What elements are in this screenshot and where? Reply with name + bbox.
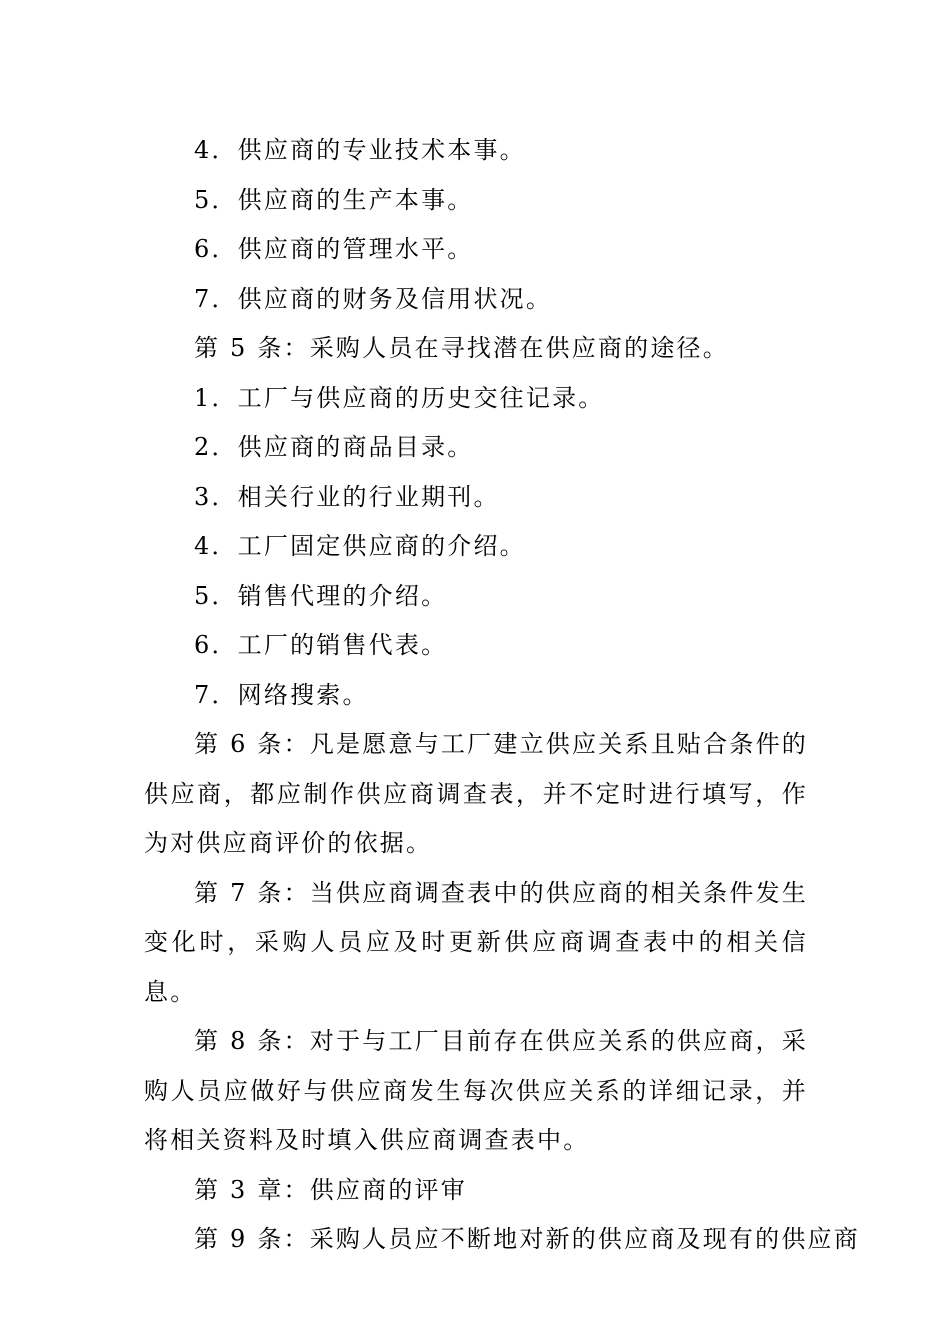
list-item: 5．供应商的生产本事。 [194,185,474,214]
list-item: 7．网络搜索。 [194,680,369,709]
chapter-heading: 第 3 章：供应商的评审 [194,1175,467,1204]
list-item: 6．供应商的管理水平。 [194,235,474,263]
list-item: 2．供应商的商品目录。 [194,433,474,461]
article-paragraph: 第 6 条：凡是愿意与工厂建立供应关系且贴合条件的供应商，都应制作供应商调查表，并不定时进行填写，作为对供应商评价的依据。 [144,730,808,857]
list-item: 1．工厂与供应商的历史交往记录。 [194,383,605,412]
article-paragraph: 第 7 条：当供应商调查表中的供应商的相关条件发生变化时，采购人员应及时更新供应商调查表中的相关信息。 [144,878,808,1006]
list-item: 5．销售代理的介绍。 [194,581,448,610]
list-item: 4．工厂固定供应商的介绍。 [194,532,526,560]
document-body [144,126,860,1265]
article-paragraph: 第 8 条：对于与工厂目前存在供应关系的供应商，采购人员应做好与供应商发生每次供应关系的详细记录，并将相关资料及时填入供应商调查表中。 [144,1027,808,1154]
list-item: 7．供应商的财务及信用状况。 [194,284,553,313]
list-item: 4．供应商的专业技术本事。 [194,136,526,164]
article-paragraph-start: 第 9 条：采购人员应不断地对新的供应商及现有的供应商 [194,1225,860,1253]
list-item: 3．相关行业的行业期刊。 [194,482,500,511]
article-heading: 第 5 条：采购人员在寻找潜在供应商的途径。 [194,334,729,362]
list-item: 6．工厂的销售代表。 [194,631,448,659]
